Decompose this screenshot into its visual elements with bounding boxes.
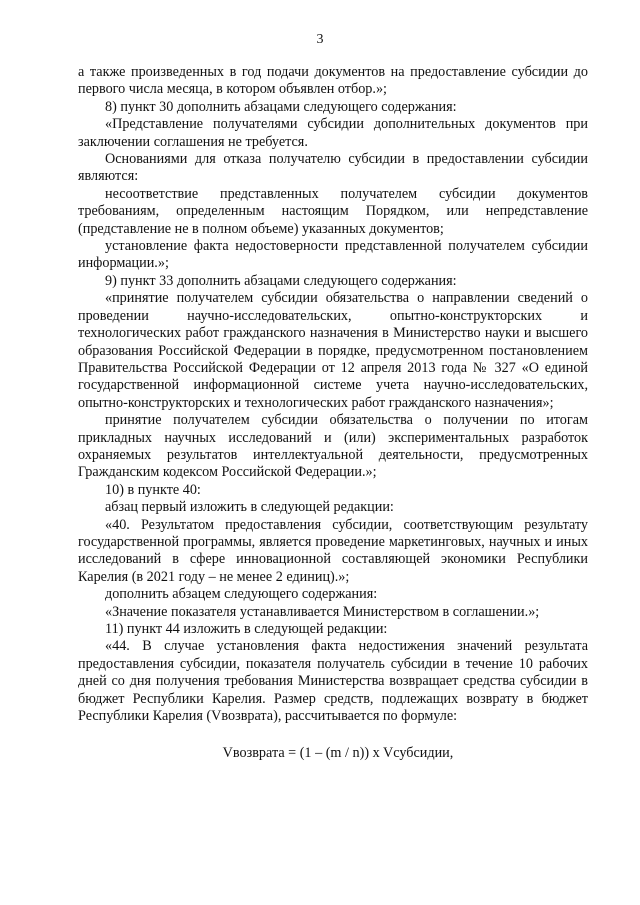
paragraph-item-44: «44. В случае установления факта недостижения значений результата предоставления субсидии, показателя получатель субсидии в течение 10 рабочих дней со дня получения требования Министерства возвращает средства субсидии в бюджет Республики Карелия. Размер средств, подлежащих возврату в бюджет Республики Карелия (Vвозврата), рассчитывается по формуле:: [78, 638, 588, 725]
document-body: [78, 64, 588, 763]
paragraph-continuation: а также произведенных в год подачи документов на предоставление субсидии до первого числа месяца, в котором объявлен отбор.»;: [78, 64, 588, 98]
formula: Vвозврата = (1 – (m / n)) x Vсубсидии,: [222, 745, 454, 762]
paragraph-refusal-grounds: Основаниями для отказа получателю субсидии в предоставлении субсидии являются:: [78, 151, 588, 185]
paragraph-add-abzac: дополнить абзацем следующего содержания:: [105, 586, 378, 603]
paragraph-noncompliance: несоответствие представленных получателем субсидии документов требованиям, определенным настоящим Порядком, или непредставление (представление не в полном объеме) указанных документов;: [78, 185, 588, 237]
paragraph-item-9: 9) пункт 33 дополнить абзацами следующего содержания:: [105, 272, 457, 289]
paragraph-indicator-value: «Значение показателя устанавливается Министерством в соглашении.»;: [105, 603, 540, 620]
paragraph-item-10: 10) в пункте 40:: [105, 481, 201, 498]
paragraph-first-abzac: абзац первый изложить в следующей редакции:: [105, 499, 394, 516]
page-number: 3: [316, 32, 324, 47]
paragraph-unreliable-info: установление факта недостоверности представленной получателем субсидии информации.»;: [78, 238, 588, 272]
paragraph-obligation-results: принятие получателем субсидии обязательства о получении по итогам прикладных научных исследований и (или) экспериментальных разработок охраняемых результатов интеллектуальной деятельности, предусмотренных Гражданским кодексом Российской Федерации.»;: [78, 412, 588, 481]
paragraph-item-11: 11) пункт 44 изложить в следующей редакции:: [105, 621, 388, 637]
paragraph-quote-documents: «Представление получателями субсидии дополнительных документов при заключении соглашения не требуется.: [78, 116, 588, 150]
paragraph-obligation-reporting: «принятие получателем субсидии обязательства о направлении сведений о проведении научно-исследовательских, опытно-конструкторских и технологических работ гражданского назначения в Министерство науки и высшего образования Российской Федерации в порядке, предусмотренном постановлением Правительства Российской Федерации от 12 апреля 2013 года № 327 «О единой государственной информационной системе учета научно-исследовательских, опытно-конструкторских и технологических работ гражданского назначения»;: [78, 290, 588, 411]
paragraph-item-40: «40. Результатом предоставления субсидии, соответствующим результату государственной программы, является проведение маркетинговых, научных и иных исследований в сфере инновационной составляющей экономики Республики Карелия (в 2021 году – не менее 2 единиц).»;: [78, 516, 588, 585]
paragraph-item-8: 8) пункт 30 дополнить абзацами следующего содержания:: [105, 98, 457, 115]
